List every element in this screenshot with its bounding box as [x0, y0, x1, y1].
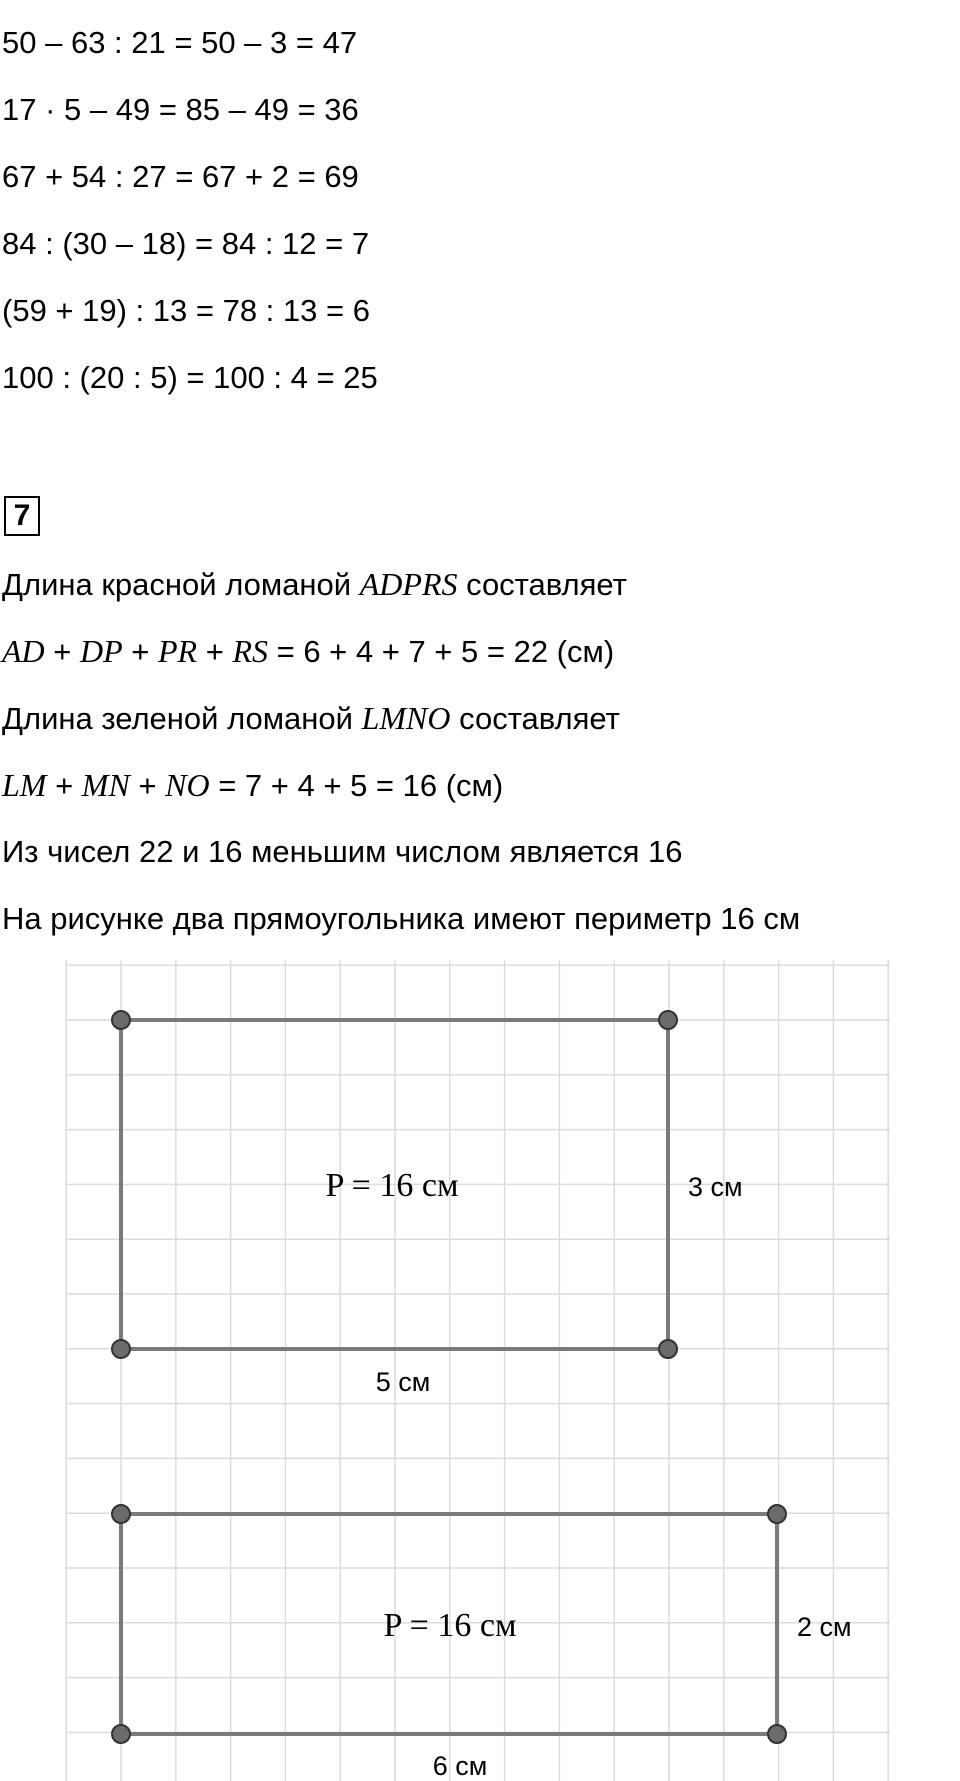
conclusion-text: Из чисел 22 и 16 меньшим числом является 16 — [2, 834, 683, 869]
vertex-point — [112, 1011, 130, 1029]
green-polyline-calc: LM + MN + NO = 7 + 4 + 5 = 16 (см) — [2, 767, 504, 803]
red-polyline-intro — [2, 564, 627, 605]
segment-name: AD — [2, 633, 45, 669]
figure-caption: На рисунке два прямоугольника имеют периметр 16 см — [2, 901, 801, 936]
rectangle-1 — [112, 1011, 743, 1397]
equation-line: 67 + 54 : 27 = 67 + 2 = 69 — [2, 159, 359, 194]
segment-name: NO — [165, 767, 210, 803]
intro-text: Длина зеленой ломаной — [2, 701, 362, 736]
task-number-box: 7 — [4, 496, 40, 536]
segment-name: LM — [2, 767, 47, 803]
equation-line: 17 · 5 – 49 = 85 – 49 = 36 — [2, 92, 359, 127]
height-label: 3 см — [688, 1172, 743, 1202]
width-label: 5 см — [375, 1367, 431, 1397]
width-label: 6 см — [432, 1751, 488, 1781]
rectangle-2 — [112, 1505, 852, 1781]
calc-text: = 6 + 4 + 7 + 5 = 22 (см) — [267, 634, 615, 669]
grid — [66, 960, 890, 1781]
red-polyline-calc: AD + DP + PR + RS = 6 + 4 + 7 + 5 = 22 (см) — [2, 633, 615, 669]
equation-line: 84 : (30 – 18) = 84 : 12 = 7 — [2, 226, 370, 261]
perimeter-label: P = 16 см — [325, 1167, 459, 1204]
intro-text: составляет — [450, 701, 620, 736]
vertex-point — [768, 1725, 786, 1743]
equation-line: 100 : (20 : 5) = 100 : 4 = 25 — [2, 360, 378, 395]
equation-line: (59 + 19) : 13 = 78 : 13 = 6 — [2, 293, 370, 328]
vertex-point — [112, 1340, 130, 1358]
calc-text: = 7 + 4 + 5 = 16 (см) — [209, 768, 504, 803]
height-label: 2 см — [797, 1612, 852, 1642]
perimeter-label: P = 16 см — [383, 1607, 517, 1644]
segment-name: RS — [232, 633, 268, 669]
intro-text: составляет — [457, 567, 627, 602]
green-polyline-intro — [2, 698, 620, 739]
polyline-name: LMNO — [361, 700, 451, 736]
vertex-point — [112, 1725, 130, 1743]
rectangles-figure — [0, 960, 960, 1781]
intro-text: Длина красной ломаной — [2, 567, 360, 602]
vertex-point — [112, 1505, 130, 1523]
vertex-point — [659, 1011, 677, 1029]
polyline-name: ADPRS — [359, 566, 458, 602]
segment-name: PR — [158, 633, 198, 669]
vertex-point — [768, 1505, 786, 1523]
vertex-point — [659, 1340, 677, 1358]
segment-name: DP — [80, 633, 123, 669]
segment-name: MN — [81, 767, 130, 803]
equation-line: 50 – 63 : 21 = 50 – 3 = 47 — [2, 25, 358, 60]
